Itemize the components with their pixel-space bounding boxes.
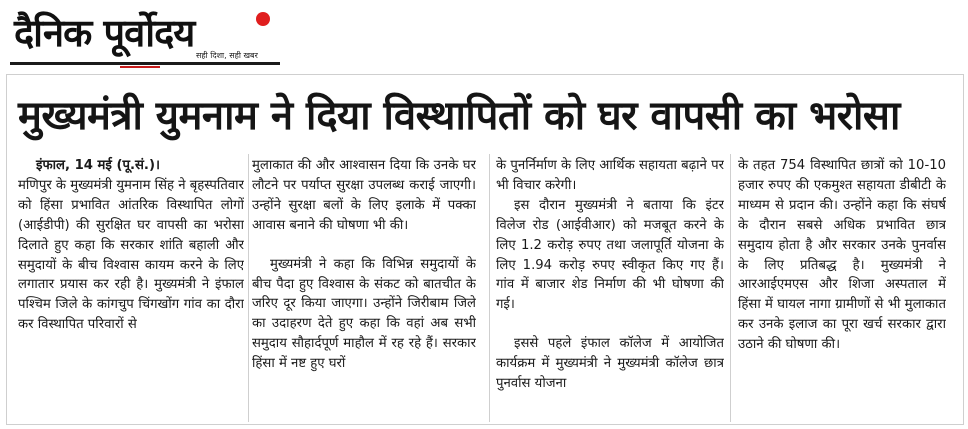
article-column-2 bbox=[252, 156, 476, 424]
masthead-accent-rule bbox=[120, 66, 160, 68]
article-paragraph: इस दौरान मुख्यमंत्री ने बताया कि इंटर विलेज रोड (आईवीआर) को मजबूत करने के लिए 1.2 करोड़ रुपए तथा जलापूर्ति योजना के लिए 1.94 करोड़ रुपए स्वीकृत किए गए हैं। गांव में बाजार शेड निर्माण की भी घोषणा की गई। bbox=[496, 197, 724, 313]
article-headline: मुख्यमंत्री युमनाम ने दिया विस्थापितों को घर वापसी का भरोसा bbox=[18, 93, 900, 139]
column-divider bbox=[248, 154, 249, 422]
masthead-tagline: सही दिशा, सही खबर bbox=[196, 51, 258, 60]
logo-red-dot-icon bbox=[256, 12, 270, 26]
article-column-1 bbox=[18, 156, 244, 424]
article-paragraph: के पुनर्निर्माण के लिए आर्थिक सहायता बढ़ाने पर भी विचार करेगी। bbox=[496, 158, 724, 193]
column-divider bbox=[730, 154, 731, 422]
article-paragraph: मुख्यमंत्री ने कहा कि विभिन्न समुदायों के बीच पैदा हुए विश्वास के संकट को बातचीत के जरिए दूर किया जाएगा। उन्होंने जिरीबाम जिले का उदाहरण देते हुए कहा कि वहां अब सभी समुदाय सौहार्दपूर्ण माहौल में रह रहे हैं। सरकार हिंसा में नष्ट हुए घरों bbox=[252, 256, 476, 372]
masthead-rule bbox=[10, 62, 280, 65]
article-column-3 bbox=[496, 156, 724, 424]
column-divider bbox=[489, 154, 490, 422]
article-paragraph: मणिपुर के मुख्यमंत्री युमनाम सिंह ने बृहस्पतिवार को हिंसा प्रभावित आंतरिक विस्थापित लोगों (आईडीपी) की सुरक्षित घर वापसी का भरोसा दिलाते हुए कहा कि सरकार शांति बहाली और समुदायों के बीच विश्वास कायम करने के लिए लगातार प्रयास कर रही है। मुख्यमंत्री ने इंफाल पश्चिम जिले के कांगचुप चिंगखोंग गांव का दौरा कर विस्थापित परिवारों से bbox=[18, 177, 244, 333]
article-paragraph: मुलाकात की और आश्वासन दिया कि उनके घर लौटने पर पर्याप्त सुरक्षा उपलब्ध कराई जाएगी। उन्होंने सुरक्षा बलों के लिए इलाके में पक्का आवास बनाने की घोषणा भी की। bbox=[252, 158, 476, 233]
article-paragraph: के तहत 754 विस्थापित छात्रों को 10-10 हजार रुपए की एकमुश्त सहायता डीबीटी के माध्यम से प्रदान की। उन्होंने कहा कि संघर्ष के दौरान सबसे अधिक प्रभावित छात्र समुदाय होता है और सरकार उनके पुनर्वास के लिए प्रतिबद्ध है। मुख्यमंत्री ने आरआईएमएस और शिजा अस्पताल में हिंसा में घायल नागा ग्रामीणों से भी मुलाकात कर उनके इलाज का पूरा खर्च सरकार द्वारा उठाने की घोषणा की। bbox=[738, 158, 946, 353]
masthead bbox=[0, 0, 300, 72]
article-paragraph: इससे पहले इंफाल कॉलेज में आयोजित कार्यक्रम में मुख्यमंत्री ने मुख्यमंत्री कॉलेज छात्र पुनर्वास योजना bbox=[496, 336, 724, 392]
article-dateline: इंफाल, 14 मई (पू.सं.)। bbox=[36, 158, 160, 173]
newspaper-logo: दैनिक पूर्वोदय bbox=[14, 11, 195, 55]
article-column-4 bbox=[738, 156, 946, 424]
